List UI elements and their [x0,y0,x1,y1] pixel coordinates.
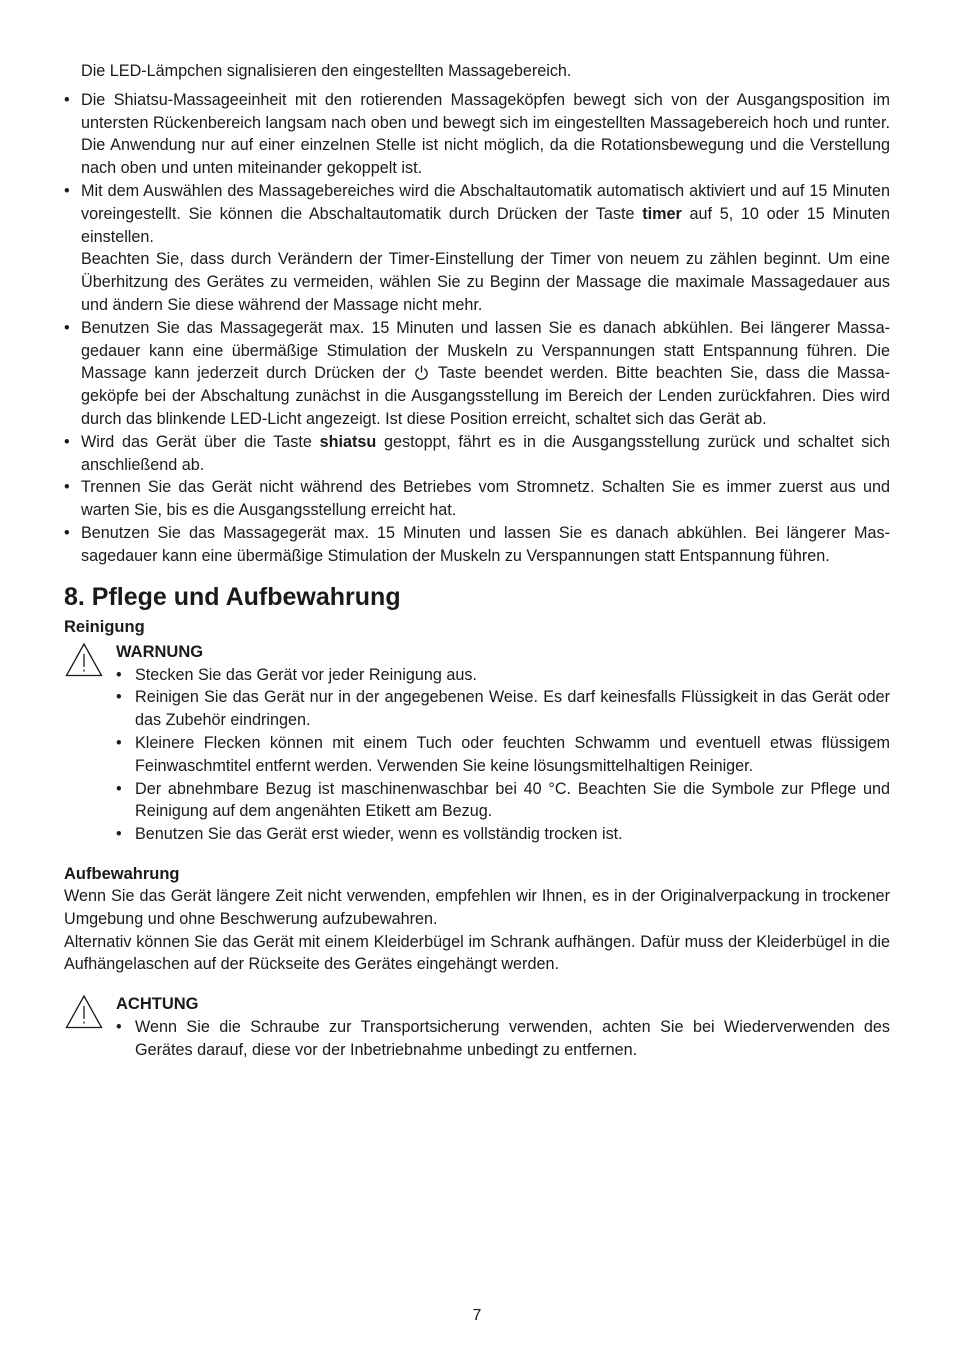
warning-triangle-icon [65,994,103,1030]
list-item [64,522,890,568]
list-item-text: Mit dem Auswählen des Massagebereiches wird die Abschaltautomatik automatisch aktiviert und auf 15 Minuten voreingestellt. Sie können die Abschaltautomatik durch Drücken der Taste [81,181,890,223]
caution-list [116,1016,890,1062]
caution-title: ACHTUNG [116,995,199,1014]
list-item-text: Taste beendet werden. Bitte beachten Sie, dass die Massa-geköpfe bei der Abschaltung zunächst in die Ausgangsstellung im Bereich der Lenden zurückfahren. Dies wird durch das blinkende LED-Licht angezeigt. Ist diese Position erreicht, schaltet sich das Gerät ab. [81,364,891,428]
list-item [64,89,890,180]
list-item-text: Trennen Sie das Gerät nicht während des Betriebes vom Stromnetz. Schalten Sie es immer zuerst aus und warten Sie, bis es die Ausgangsstellung erreicht hat. [81,478,890,520]
section-heading: 8. Pflege und Aufbewahrung [64,582,401,611]
warning-title: WARNUNG [116,642,204,661]
intro-paragraph: Die LED-Lämpchen signalisieren den eingestellten Massagebereich. [81,62,572,80]
page-number: 7 [472,1307,482,1324]
list-item: • Stecken Sie das Gerät vor jeder Reinigung aus. [116,664,890,687]
list-item: • Reinigen Sie das Gerät nur in der angegebenen Weise. Es darf keinesfalls Flüssigkeit in das Gerät oder das Zubehör eindringen. [116,686,890,732]
list-item [64,317,890,431]
list-item: • Der abnehmbare Bezug ist maschinenwaschbar bei 40 °C. Beachten Sie die Symbole zur Pflege und Reinigung auf dem angenähten Etikett am Bezug. [116,778,890,824]
reinigung-heading: Reinigung [64,617,145,636]
list-item-continuation: Beachten Sie, dass durch Verändern der Timer-Einstellung der Timer von neuem zu zählen beginnt. Um eine Überhitzung des Gerätes zu vermeiden, wählen Sie zu Beginn der Massage die maximale Massagedauer aus und ändern Sie diese während der Massage nicht mehr. [81,250,890,314]
warning-list [116,664,890,846]
warning-triangle-icon [65,642,103,678]
list-item: • Wenn Sie die Schraube zur Transportsicherung verwenden, achten Sie bei Wiederverwenden des Gerätes darauf, diese vor der Inbetriebnahme unbedingt zu entfernen. [116,1016,890,1062]
list-item-text: Die Shiatsu-Massageeinheit mit den rotierenden Massageköpfen bewegt sich von der Ausgangsposition im untersten Rückenbereich langsam nach oben und bewegt sich im eingestellten Massagebereich hoch und runter. Die Anwendung nur auf einer einzelnen Stelle ist nicht möglich, da die Rotationsbewegung und die Verstellung nach oben und unten miteinander gekoppelt ist. [81,90,890,178]
shiatsu-key-label: shiatsu [319,432,377,451]
list-item-text: Benutzen Sie das Massagegerät max. 15 Minuten und lassen Sie es danach abkühlen. Bei längerer Mas-sagedauer kann eine übermäßige Stimulation der Muskeln zu Verspannungen statt Entspannung führen. [81,523,890,565]
list-item: • Benutzen Sie das Gerät erst wieder, wenn es vollständig trocken ist. [116,823,890,846]
list-item-text: auf 5, 10 oder 15 Minuten einstellen. [81,204,890,246]
timer-key-label: timer [642,204,682,223]
caution-block [64,992,890,1062]
list-item-text: Wird das Gerät über die Taste [81,432,320,451]
power-icon [414,365,429,380]
document-page [64,60,890,1062]
list-item: • Kleinere Flecken können mit einem Tuch oder feuchten Schwamm und eventuell etwas flüssigem Feinwaschmtitel entfernt werden. Verwenden Sie keine lösungsmittelhaltigen Reiniger. [116,732,890,778]
aufbewahrung-paragraph: Wenn Sie das Gerät längere Zeit nicht verwenden, empfehlen wir Ihnen, es in der Originalverpackung in trockener Umgebung und ohne Beschwerung aufzubewahren. [64,886,890,928]
list-item-text: gestoppt, fährt es in die Ausgangsstellung zurück und schaltet sich anschließend ab. [81,432,891,474]
list-item [64,180,890,317]
aufbewahrung-heading: Aufbewahrung [64,864,180,883]
aufbewahrung-paragraph: Alternativ können Sie das Gerät mit einem Kleiderbügel im Schrank aufhängen. Dafür muss der Kleiderbügel in die Aufhängelaschen auf der Rückseite des Gerätes eingehängt werden. [64,932,890,974]
warning-block [64,640,890,846]
list-item-text: Benutzen Sie das Massagegerät max. 15 Minuten und lassen Sie es danach abkühlen. Bei längerer Massa-gedauer kann eine übermäßige Stimulation der Muskeln zu Verspannungen statt Entspannung führen. Die Massage kann jederzeit durch Drücken der [81,318,890,383]
list-item [64,431,890,477]
operation-bullet-list [64,89,890,568]
list-item [64,476,890,522]
